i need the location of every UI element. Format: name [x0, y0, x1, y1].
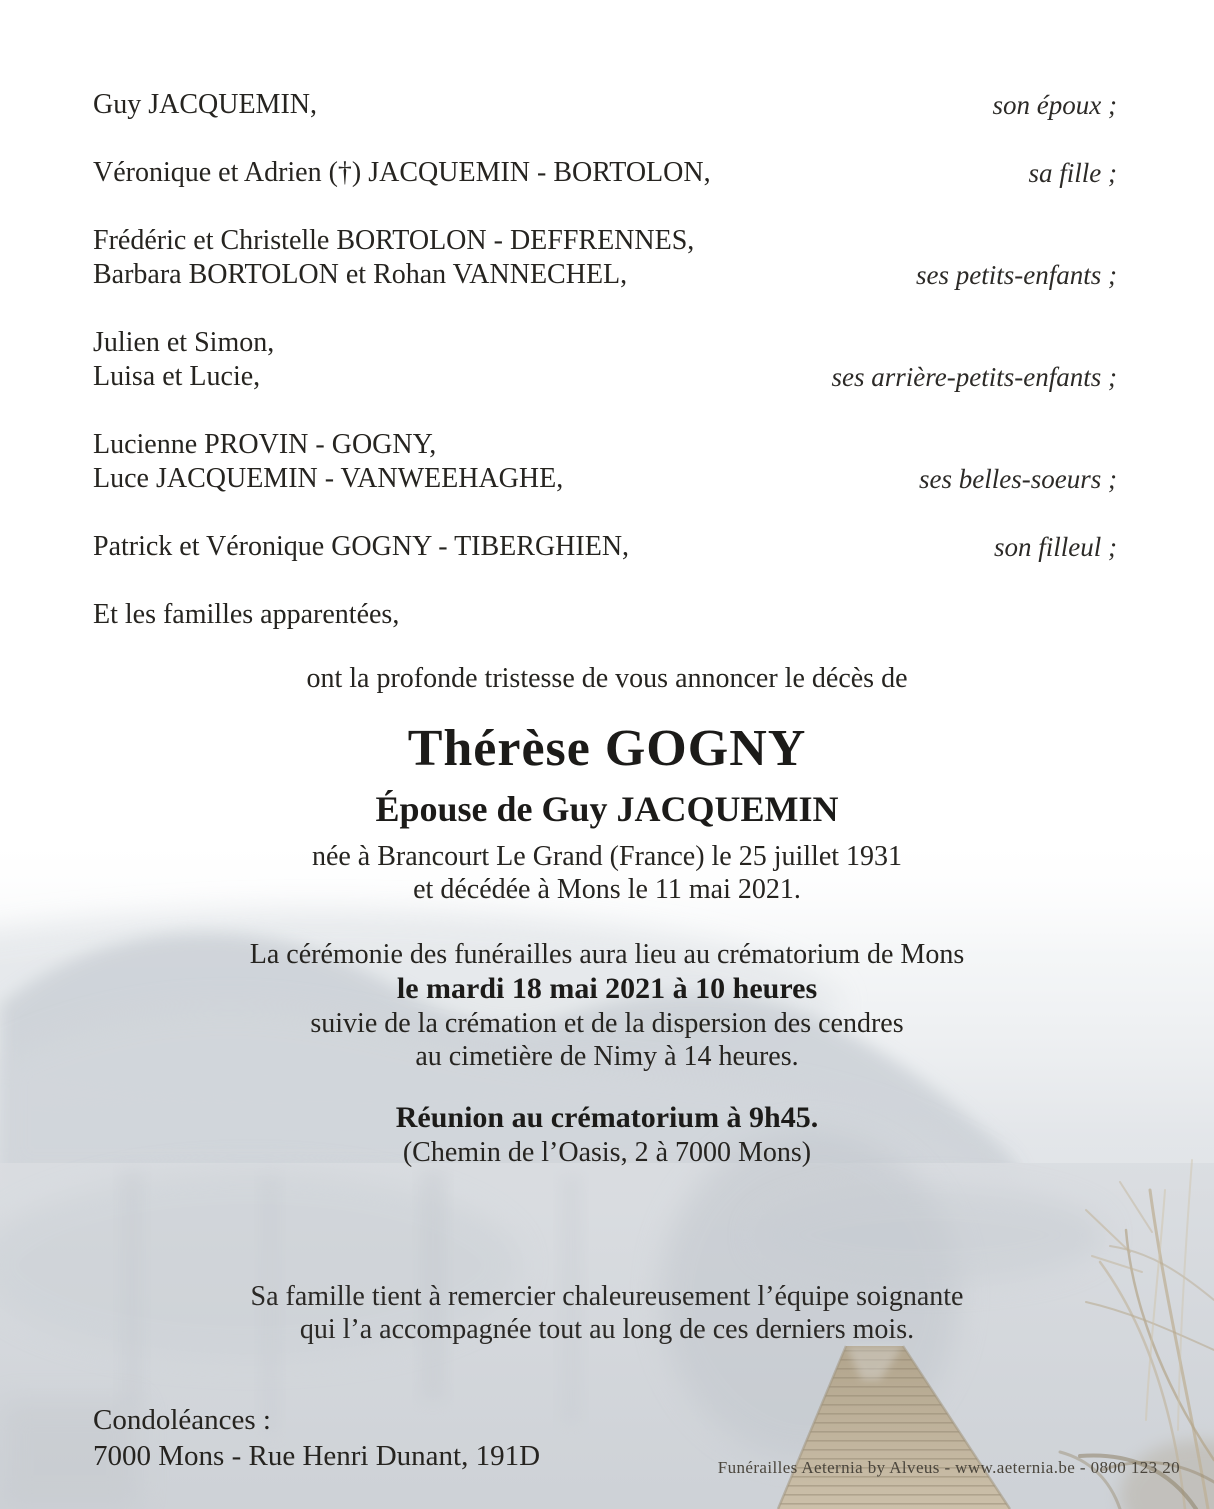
family-list — [93, 88, 1117, 666]
family-row — [93, 428, 1117, 496]
family-row — [93, 156, 1117, 190]
thanks-line: Sa famille tient à remercier chaleureusement l’équipe soignante — [250, 1281, 964, 1312]
ceremony-block — [0, 938, 1214, 1073]
family-name-line: Frédéric et Christelle BORTOLON - DEFFRENNES, — [93, 225, 695, 256]
death-line: et décédée à Mons le 11 mai 2021. — [413, 874, 801, 905]
thanks-line: qui l’a accompagnée tout au long de ces derniers mois. — [299, 1314, 915, 1345]
family-name-line: Luisa et Lucie, — [93, 361, 261, 392]
family-relation-label: son filleul ; — [994, 532, 1117, 562]
birth-line: née à Brancourt Le Grand (France) le 25 juillet 1931 — [311, 841, 903, 872]
funeral-home-footer: Funérailles Aeternia by Alveus - www.aeternia.be - 0800 123 20 — [717, 1458, 1180, 1477]
family-row — [93, 224, 1117, 292]
family-relation-label: sa fille ; — [1028, 158, 1117, 188]
family-name-line: Barbara BORTOLON et Rohan VANNECHEL, — [93, 259, 628, 290]
meeting-block — [0, 1100, 1214, 1170]
family-name-line: Patrick et Véronique GOGNY - TIBERGHIEN, — [93, 531, 630, 562]
family-name-line: Lucienne PROVIN - GOGNY, — [93, 429, 437, 460]
family-relation-label: ses belles-soeurs ; — [919, 464, 1117, 494]
birth-death-block — [0, 840, 1214, 906]
meeting-address-line: (Chemin de l’Oasis, 2 à 7000 Mons) — [402, 1137, 812, 1168]
family-row — [93, 530, 1117, 564]
ceremony-line: au cimetière de Nimy à 14 heures. — [415, 1041, 799, 1072]
family-name-line: Julien et Simon, — [93, 327, 275, 358]
condolences-label: Condoléances : — [93, 1404, 271, 1436]
ceremony-date-line: le mardi 18 mai 2021 à 10 heures — [396, 972, 818, 1005]
thanks-block — [0, 1280, 1214, 1346]
ceremony-line: La cérémonie des funérailles aura lieu au crématorium de Mons — [249, 939, 965, 970]
family-row — [93, 88, 1117, 122]
family-name-line: Et les familles apparentées, — [93, 599, 400, 630]
family-relation-label: ses arrière-petits-enfants ; — [831, 362, 1117, 392]
family-name-line: Luce JACQUEMIN - VANWEEHAGHE, — [93, 463, 564, 494]
family-name-line: Véronique et Adrien (†) JACQUEMIN - BORTOLON, — [93, 157, 711, 188]
spouse-line: Épouse de Guy JACQUEMIN — [375, 789, 839, 829]
ceremony-line: suivie de la crémation et de la dispersion des cendres — [310, 1008, 904, 1039]
deceased-name: Thérèse GOGNY — [407, 720, 807, 777]
meeting-line: Réunion au crématorium à 9h45. — [395, 1101, 819, 1134]
family-relation-label: son époux ; — [992, 90, 1117, 120]
family-row — [93, 598, 1117, 632]
family-name-line: Guy JACQUEMIN, — [93, 89, 317, 120]
family-row — [93, 326, 1117, 394]
family-relation-label: ses petits-enfants ; — [916, 260, 1117, 290]
condolences-block — [93, 1402, 540, 1474]
condolences-address: 7000 Mons - Rue Henri Dunant, 191D — [93, 1440, 541, 1472]
announcement-line: ont la profonde tristesse de vous annoncer le décès de — [306, 663, 908, 694]
